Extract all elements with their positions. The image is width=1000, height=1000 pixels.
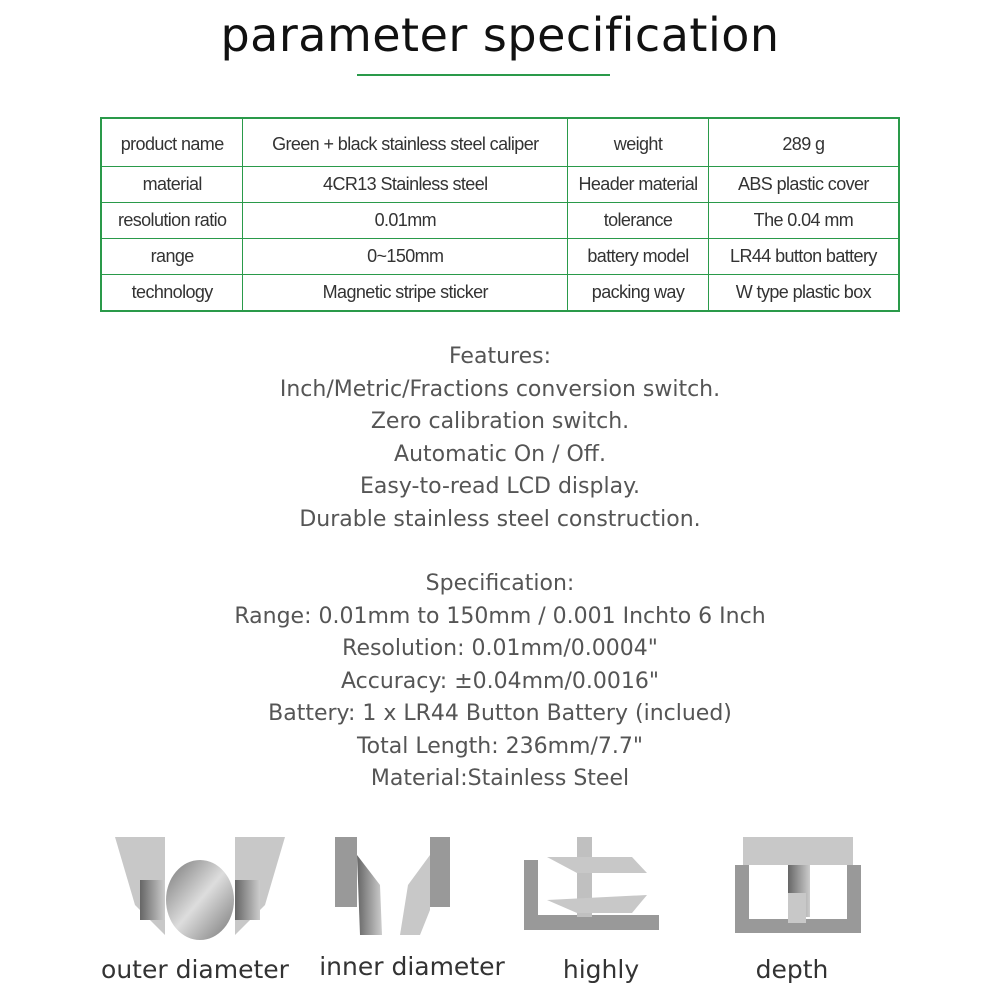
param-value: W type plastic box	[708, 275, 899, 312]
spec-line: Battery: 1 x LR44 Button Battery (inclued)	[268, 701, 732, 726]
feature-line: Durable stainless steel construction.	[299, 506, 701, 532]
parameter-table	[100, 117, 900, 312]
param-value: LR44 button battery	[708, 239, 899, 275]
specification-heading: Specification:	[425, 571, 575, 596]
param-value: The 0.04 mm	[708, 203, 899, 239]
feature-line: Zero calibration switch.	[370, 409, 630, 434]
param-value: Magnetic stripe sticker	[243, 275, 568, 312]
inner-diameter-icon	[330, 835, 450, 935]
param-value: Green + black stainless steel caliper	[243, 118, 568, 167]
param-label: tolerance	[568, 203, 709, 239]
title-underline	[357, 74, 610, 76]
table-row	[101, 118, 899, 167]
param-label: range	[101, 239, 243, 275]
outer-diameter-icon	[110, 835, 290, 940]
features-heading: Features:	[448, 344, 551, 369]
spec-line: Total Length: 236mm/7.7"	[356, 733, 644, 759]
param-label: Header material	[568, 167, 709, 203]
param-value: 4CR13 Stainless steel	[243, 167, 568, 203]
table-row	[101, 239, 899, 275]
spec-line: Material:Stainless Steel	[370, 766, 630, 791]
param-value: 289 g	[708, 118, 899, 167]
param-label: material	[101, 167, 243, 203]
table-row	[101, 203, 899, 239]
spec-line: Range: 0.01mm to 150mm / 0.001 Inchto 6 Inch	[234, 603, 766, 629]
mode-label-inner-diameter: inner diameter	[319, 952, 505, 981]
feature-line: Inch/Metric/Fractions conversion switch.	[279, 376, 721, 402]
feature-line: Automatic On / Off.	[394, 441, 606, 467]
table-row	[101, 167, 899, 203]
param-label: technology	[101, 275, 243, 312]
depth-icon	[733, 835, 863, 935]
param-value: ABS plastic cover	[708, 167, 899, 203]
table-row	[101, 275, 899, 312]
mode-label-outer-diameter: outer diameter	[101, 955, 289, 984]
param-label: battery model	[568, 239, 709, 275]
mode-label-depth: depth	[755, 955, 829, 984]
param-label: weight	[568, 118, 709, 167]
page-title: parameter specification	[220, 8, 780, 62]
spec-line: Accuracy: ±0.04mm/0.0016"	[340, 668, 660, 694]
param-label: packing way	[568, 275, 709, 312]
param-value: 0.01mm	[243, 203, 568, 239]
features-section	[0, 341, 1000, 536]
feature-line: Easy-to-read LCD display.	[360, 474, 640, 499]
spec-line: Resolution: 0.01mm/0.0004"	[342, 636, 658, 661]
specification-section	[0, 568, 1000, 796]
param-value: 0~150mm	[243, 239, 568, 275]
param-label: resolution ratio	[101, 203, 243, 239]
param-label: product name	[101, 118, 243, 167]
height-icon	[522, 835, 662, 935]
mode-label-height: highly	[562, 955, 640, 984]
